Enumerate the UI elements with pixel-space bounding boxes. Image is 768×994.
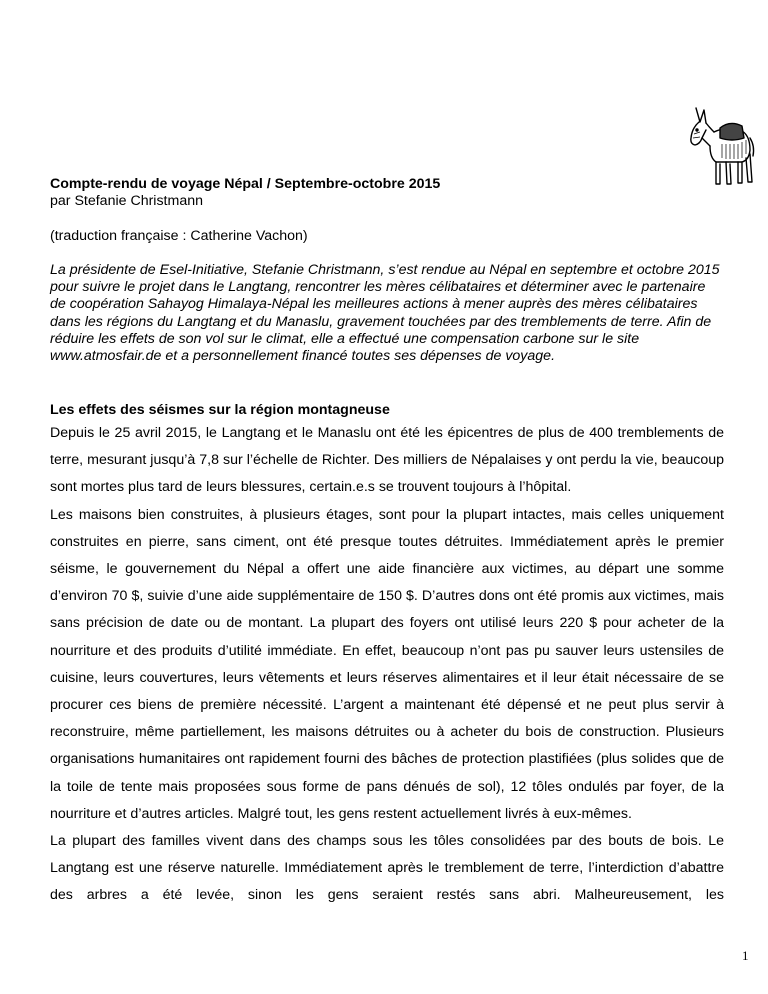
document-title-block: [50, 176, 724, 210]
page-number: 1: [742, 948, 749, 963]
paragraph: La plupart des familles vivent dans des champs sous les tôles consolidées par des bouts de bois. Le Langtang est une réserve naturelle. Immédiatement après le tremblement de terre, l’interdiction d’abattre des arbres a été levée, sinon les gens seraient restés sans abri. Malheureusement, les: [50, 833, 724, 904]
document-title: Compte-rendu de voyage Népal / Septembre-octobre 2015: [50, 176, 441, 192]
section-body: [50, 420, 724, 910]
translation-credit: (traduction française : Catherine Vachon): [50, 228, 308, 244]
document-author: par Stefanie Christmann: [50, 193, 203, 209]
paragraph: Depuis le 25 avril 2015, le Langtang et le Manaslu ont été les épicentres de plus de 400 tremblements de terre, mesurant jusqu’à 7,8 sur l’échelle de Richter. Des milliers de Népalaises y ont perdu la vie, beaucoup sont mortes plus tard de leurs blessures, certain.e.s se trouvent toujours à l’hôpital.: [50, 425, 724, 496]
intro-paragraph: La présidente de Esel-Initiative, Stefanie Christmann, s’est rendue au Népal en septembre et octobre 2015 pour suivre le projet dans le Langtang, rencontrer les mères célibataires et déterminer avec le partenaire de coopération Sahayog Himalaya-Népal les meilleures actions à mener auprès des mères célibataires dans les régions du Langtang et du Manaslu, gravement touchées par des tremblements de terre. Afin de réduire les effets de son vol sur le climat, elle a effectué une compensation carbone sur le site www.atmosfair.de et a personnellement financé toutes ses dépenses de voyage.: [50, 262, 720, 365]
paragraph: Les maisons bien construites, à plusieurs étages, sont pour la plupart intactes, mais celles uniquement construites en pierre, sans ciment, ont été presque toutes détruites. Immédiatement après le premier séisme, le gouvernement du Népal a offert une aide financière aux victimes, au départ une somme d’environ 70 $, suivie d’une aide supplémentaire de 150 $. D’autres dons ont été promis aux victimes, mais sans précision de date ou de montant. La plupart des foyers ont utilisé leurs 220 $ pour acheter de la nourriture et des produits d’utilité immédiate. En effet, beaucoup n’ont pas pu sauver leurs ustensiles de cuisine, leurs couvertures, leurs vêtements et leurs réserves alimentaires et il leur était nécessaire de se procurer ces biens de première nécessité. L’argent a maintenant été dépensé et ne peut plus servir à reconstruire, même partiellement, les maisons détruites ou à acheter du bois de construction. Plusieurs organisations humanitaires ont rapidement fourni des bâches de protection plastifiées (plus solides que de la toile de tente mais proposées sous forme de pans dénués de sol), 12 tôles ondulés par foyer, de la nourriture et d’autres articles. Malgré tout, les gens restent actuellement livrés à eux-mêmes.: [50, 506, 724, 822]
section-heading: Les effets des séismes sur la région montagneuse: [50, 402, 390, 418]
